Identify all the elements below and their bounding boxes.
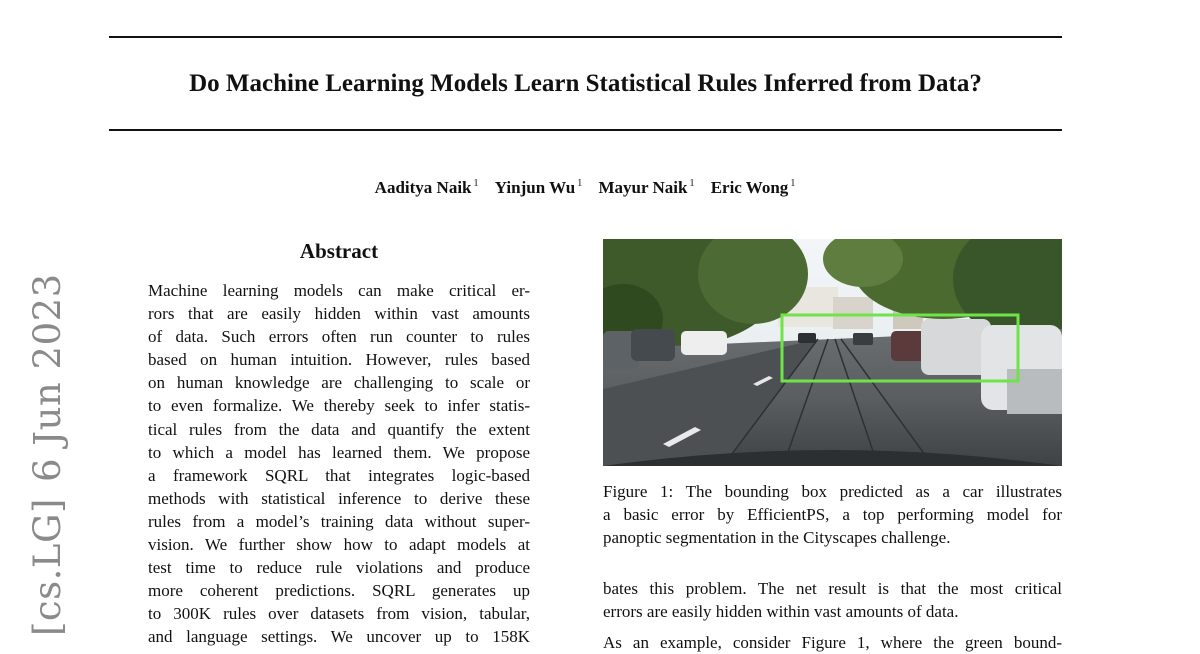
abstract-line: on human knowledge are challenging to scale or: [148, 373, 530, 393]
distant-car: [853, 333, 873, 345]
author-affiliation: 1: [577, 178, 583, 189]
abstract-heading: Abstract: [299, 239, 379, 263]
author-name: Eric Wong: [710, 177, 789, 197]
abstract-line: tical rules from the data and quantify the extent: [148, 419, 530, 439]
abstract-line: rules from a model’s training data without super-: [148, 511, 530, 531]
body-line: errors are easily hidden within vast amounts of data.: [603, 602, 959, 622]
author-affiliation: 1: [790, 178, 796, 189]
arxiv-category: [cs.LG]: [26, 498, 69, 636]
body-line: As an example, consider Figure 1, where the green bound-: [603, 633, 1062, 653]
street-scene-image: [603, 239, 1062, 466]
figure-street-scene: [603, 239, 1062, 466]
abstract-line: test time to reduce rule violations and produce: [148, 558, 530, 578]
abstract-line: to even formalize. We thereby seek to infer statis-: [148, 396, 530, 416]
abstract-line: to which a model has learned them. We propose: [148, 442, 530, 462]
distant-car: [798, 333, 816, 343]
caption-line: panoptic segmentation in the Cityscapes challenge.: [603, 528, 951, 548]
author: [375, 178, 479, 197]
paper-title: Do Machine Learning Models Learn Statistical Rules Inferred from Data?: [189, 70, 982, 97]
abstract-line: and language settings. We uncover up to 158K: [148, 627, 530, 647]
abstract-line: more coherent predictions. SQRL generates up: [148, 581, 530, 601]
author-name: Yinjun Wu: [494, 177, 576, 197]
abstract-line: Machine learning models can make critical er-: [148, 281, 530, 300]
author-affiliation: 1: [473, 178, 479, 189]
arxiv-date: 6 Jun 2023: [26, 273, 69, 483]
abstract-line: of data. Such errors often run counter to rules: [148, 327, 530, 347]
parked-car-right: [1007, 369, 1062, 414]
author: [598, 178, 694, 197]
abstract-line: rors that are easily hidden within vast amounts: [148, 304, 530, 324]
body-text: [603, 577, 1062, 654]
author-name: Mayur Naik: [598, 177, 688, 197]
title-rule-top: [109, 36, 1062, 38]
author: [711, 178, 796, 197]
abstract-line: a framework SQRL that integrates logic-based: [148, 465, 530, 485]
caption-line: Figure 1: The bounding box predicted as a car illustrates: [603, 482, 1062, 501]
author-affiliation: 1: [689, 178, 695, 189]
caption-line: a basic error by EfficientPS, a top performing model for: [603, 505, 1062, 525]
author: [495, 178, 582, 197]
body-line: bates this problem. The net result is that the most critical: [603, 579, 1062, 598]
title-rule-bottom: [109, 129, 1062, 131]
abstract-line: methods with statistical inference to derive these: [148, 488, 530, 508]
building: [833, 297, 873, 329]
arxiv-side-stamp: [26, 273, 69, 636]
abstract-line: based on human intuition. However, rules based: [148, 350, 530, 370]
abstract-line: to 300K rules over datasets from vision, tabular,: [148, 604, 530, 624]
author-name: Aaditya Naik: [374, 177, 472, 197]
parked-car-left: [631, 329, 675, 361]
abstract-line: vision. We further show how to adapt models at: [148, 535, 530, 555]
parked-car-right: [921, 319, 991, 375]
figure-caption: [603, 480, 1062, 549]
abstract-text: [148, 279, 530, 649]
author-list: [0, 172, 1170, 200]
parked-car-left: [681, 331, 727, 355]
